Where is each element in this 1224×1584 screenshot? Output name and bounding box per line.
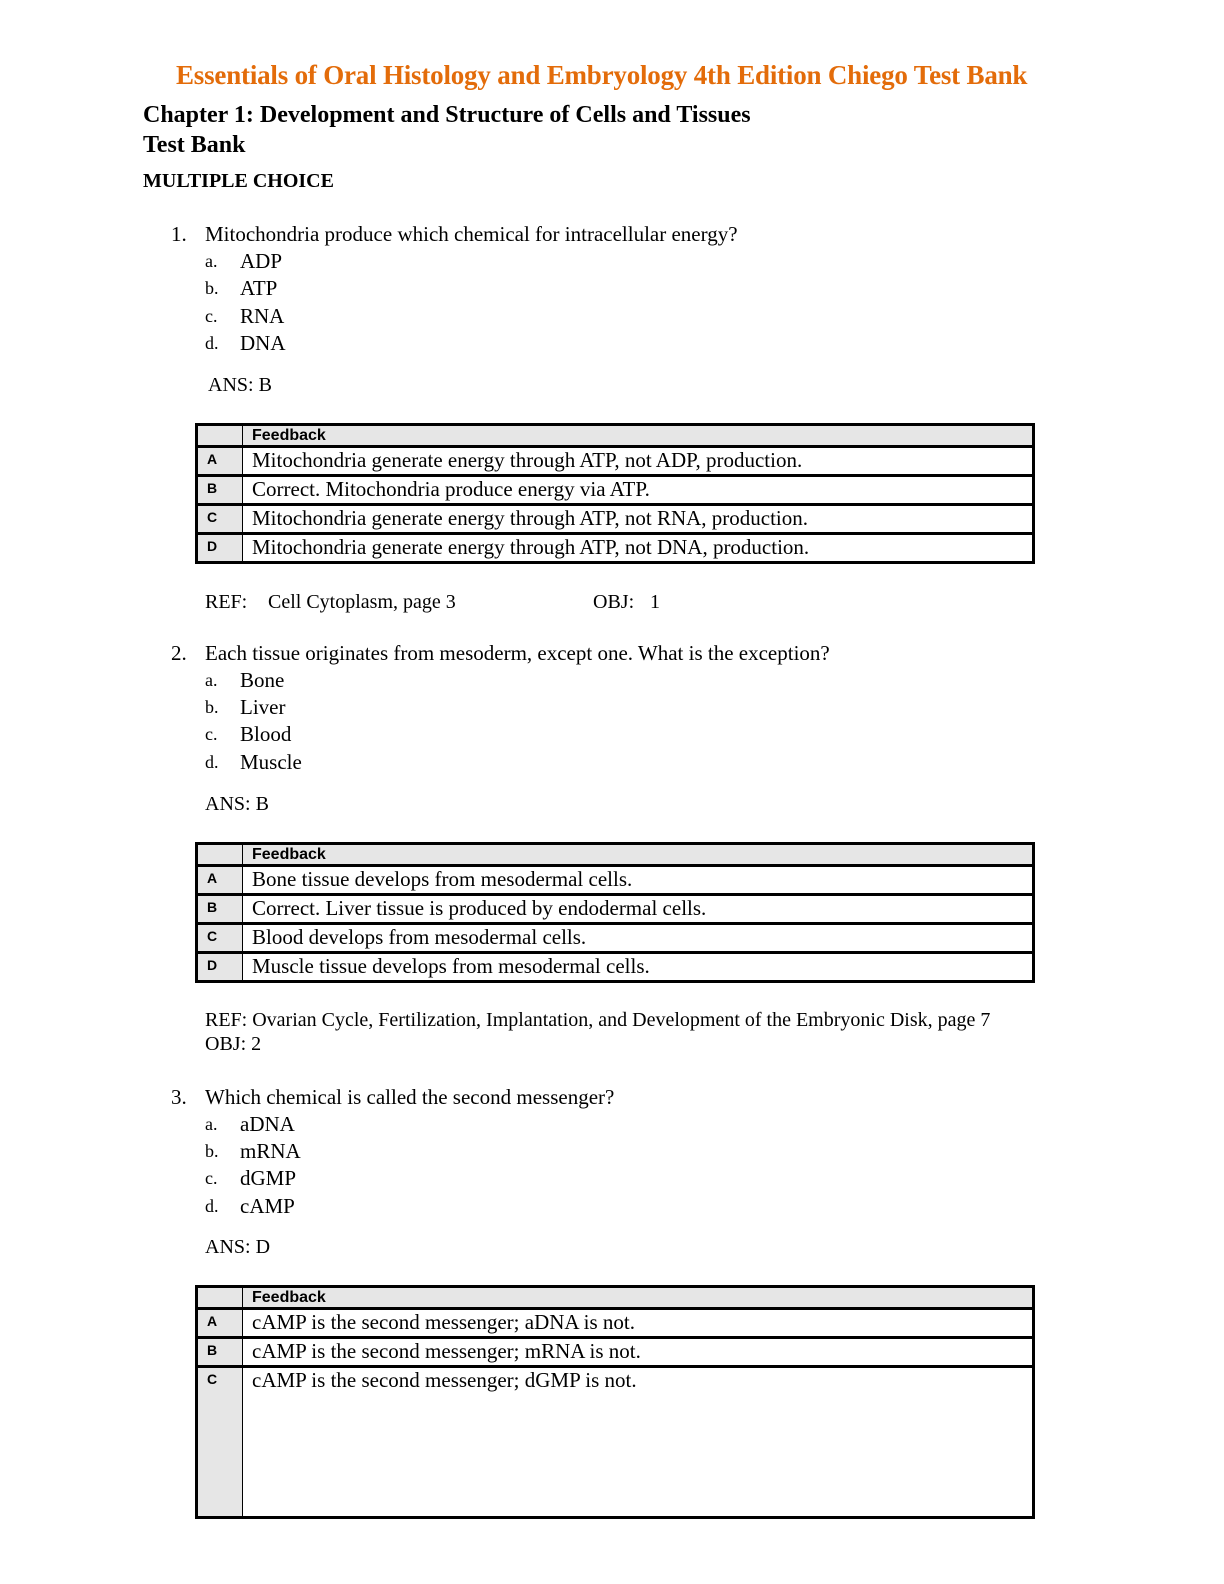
option-letter: b. <box>205 278 219 298</box>
option-text: RNA <box>240 304 285 328</box>
feedback-table <box>195 1285 1035 1519</box>
feedback-row <box>197 1338 1034 1367</box>
feedback-letter: D <box>197 534 243 563</box>
option-text: Liver <box>240 695 286 719</box>
feedback-letter: A <box>197 866 243 895</box>
feedback-corner-cell <box>197 844 243 866</box>
option-letter: a. <box>205 1114 218 1134</box>
feedback-row <box>197 866 1034 895</box>
feedback-text: Mitochondria generate energy through ATP, not ADP, production. <box>243 447 1034 476</box>
feedback-corner-cell <box>197 425 243 447</box>
feedback-letter: C <box>197 505 243 534</box>
feedback-table <box>195 842 1035 983</box>
option-letter: c. <box>205 1168 218 1188</box>
feedback-text: Mitochondria generate energy through ATP, not RNA, production. <box>243 505 1034 534</box>
option-text: ATP <box>240 276 278 300</box>
option-text: Blood <box>240 722 292 746</box>
feedback-text: cAMP is the second messenger; aDNA is not. <box>243 1309 1034 1338</box>
document-title: Essentials of Oral Histology and Embryology 4th Edition Chiego Test Bank <box>176 60 1028 90</box>
feedback-header: Feedback <box>243 425 1034 447</box>
option-text: Bone <box>240 668 285 692</box>
feedback-row <box>197 505 1034 534</box>
feedback-text: Blood develops from mesodermal cells. <box>243 924 1034 953</box>
feedback-text: Muscle tissue develops from mesodermal cells. <box>243 953 1034 982</box>
feedback-table <box>195 423 1035 564</box>
option-text: dGMP <box>240 1166 297 1190</box>
question-number: 1. <box>171 222 187 246</box>
feedback-letter: B <box>197 895 243 924</box>
feedback-text: Correct. Mitochondria produce energy via ATP. <box>243 476 1034 505</box>
question-number: 3. <box>171 1085 187 1109</box>
feedback-header: Feedback <box>243 844 1034 866</box>
feedback-letter: C <box>197 924 243 953</box>
option-text: ADP <box>240 249 283 273</box>
feedback-letter: D <box>197 953 243 982</box>
ref-line: REF: Ovarian Cycle, Fertilization, Implantation, and Development of the Embryonic Disk, page 7 <box>205 1009 991 1031</box>
option-text: cAMP <box>240 1194 295 1218</box>
feedback-text: Bone tissue develops from mesodermal cells. <box>243 866 1034 895</box>
ref-label: REF: <box>205 591 248 613</box>
option-letter: a. <box>205 670 218 690</box>
feedback-row <box>197 924 1034 953</box>
feedback-text: cAMP is the second messenger; dGMP is not. <box>243 1367 1034 1518</box>
answer-key: ANS: B <box>208 374 272 396</box>
answer-key: ANS: D <box>205 1236 271 1258</box>
option-letter: c. <box>205 724 218 744</box>
ref-value: Cell Cytoplasm, page 3 <box>268 591 456 613</box>
chapter-title: Chapter 1: Development and Structure of Cells and Tissues <box>143 102 751 128</box>
option-letter: b. <box>205 697 219 717</box>
question-text: Which chemical is called the second messenger? <box>205 1085 615 1109</box>
option-letter: d. <box>205 1196 219 1216</box>
option-letter: d. <box>205 752 219 772</box>
obj-label: OBJ: <box>593 591 635 613</box>
feedback-row <box>197 447 1034 476</box>
feedback-row <box>197 476 1034 505</box>
feedback-row <box>197 953 1034 982</box>
feedback-row <box>197 895 1034 924</box>
option-letter: d. <box>205 333 219 353</box>
obj-value: 1 <box>650 591 660 613</box>
feedback-letter: B <box>197 1338 243 1367</box>
feedback-row <box>197 1367 1034 1518</box>
option-text: aDNA <box>240 1112 295 1136</box>
option-text: Muscle <box>240 750 302 774</box>
option-text: mRNA <box>240 1139 301 1163</box>
option-letter: b. <box>205 1141 219 1161</box>
feedback-row <box>197 534 1034 563</box>
feedback-row <box>197 1309 1034 1338</box>
feedback-letter: C <box>197 1367 243 1518</box>
feedback-text: Correct. Liver tissue is produced by endodermal cells. <box>243 895 1034 924</box>
feedback-letter: A <box>197 1309 243 1338</box>
option-text: DNA <box>240 331 286 355</box>
feedback-letter: A <box>197 447 243 476</box>
feedback-text: Mitochondria generate energy through ATP, not DNA, production. <box>243 534 1034 563</box>
question-number: 2. <box>171 641 187 665</box>
document-subtitle: Test Bank <box>143 132 246 158</box>
feedback-text: cAMP is the second messenger; mRNA is not. <box>243 1338 1034 1367</box>
obj-line: OBJ: 2 <box>205 1033 262 1055</box>
option-letter: c. <box>205 306 218 326</box>
section-heading: MULTIPLE CHOICE <box>143 170 334 192</box>
feedback-letter: B <box>197 476 243 505</box>
option-letter: a. <box>205 251 218 271</box>
feedback-corner-cell <box>197 1287 243 1309</box>
feedback-header: Feedback <box>243 1287 1034 1309</box>
question-text: Each tissue originates from mesoderm, except one. What is the exception? <box>205 641 830 665</box>
answer-key: ANS: B <box>205 793 269 815</box>
question-text: Mitochondria produce which chemical for intracellular energy? <box>205 222 738 246</box>
